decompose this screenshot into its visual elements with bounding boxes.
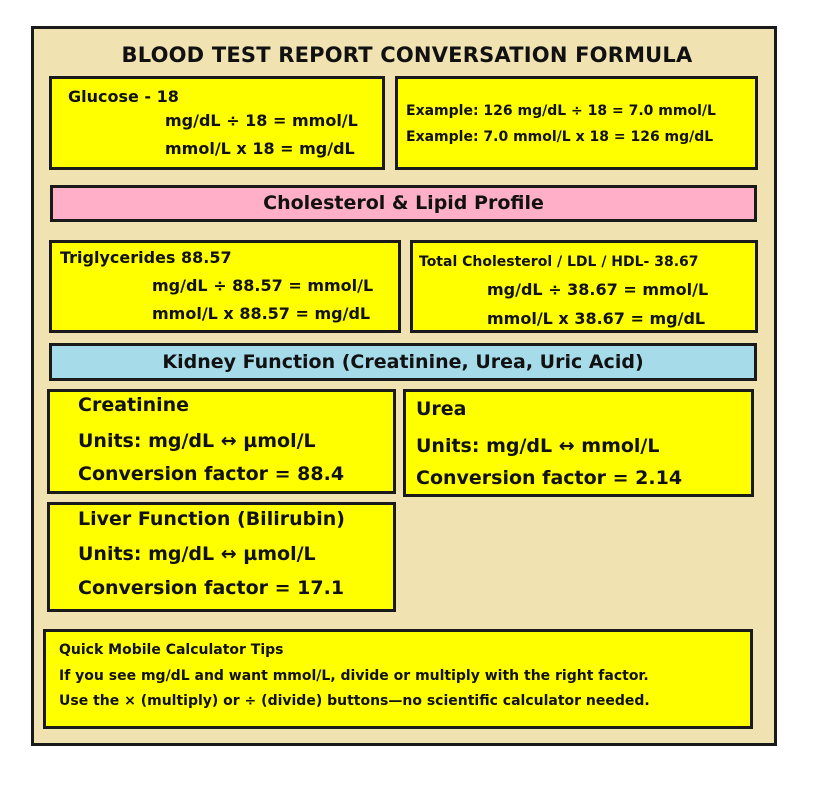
report-title: BLOOD TEST REPORT CONVERSATION FORMULA bbox=[121, 43, 693, 67]
liver-factor: Conversion factor = 17.1 bbox=[78, 577, 345, 599]
triglycerides-formula-2: mmol/L x 88.57 = mg/dL bbox=[152, 304, 371, 323]
urea-box bbox=[403, 389, 754, 497]
glucose-example-2: Example: 7.0 mmol/L x 18 = 126 mg/dL bbox=[406, 129, 714, 145]
tips-line-1: If you see mg/dL and want mmol/L, divide or multiply with the right factor. bbox=[59, 668, 649, 684]
glucose-formula-2: mmol/L x 18 = mg/dL bbox=[165, 139, 355, 158]
urea-factor: Conversion factor = 2.14 bbox=[416, 467, 683, 489]
creatinine-factor: Conversion factor = 88.4 bbox=[78, 463, 345, 485]
liver-heading: Liver Function (Bilirubin) bbox=[78, 508, 345, 530]
glucose-example-box bbox=[395, 76, 758, 170]
triglycerides-formula-1: mg/dL ÷ 88.57 = mmol/L bbox=[152, 276, 374, 295]
urea-heading: Urea bbox=[416, 398, 467, 420]
total-cholesterol-box bbox=[410, 240, 758, 333]
glucose-box bbox=[49, 76, 385, 170]
total-cholesterol-formula-1: mg/dL ÷ 38.67 = mmol/L bbox=[487, 280, 709, 299]
tips-line-2: Use the × (multiply) or ÷ (divide) buttons—no scientific calculator needed. bbox=[59, 693, 650, 709]
glucose-example-1: Example: 126 mg/dL ÷ 18 = 7.0 mmol/L bbox=[406, 103, 716, 119]
liver-box bbox=[47, 502, 396, 612]
glucose-formula-1: mg/dL ÷ 18 = mmol/L bbox=[165, 111, 358, 130]
calculator-tips-box bbox=[43, 629, 753, 729]
glucose-heading: Glucose - 18 bbox=[68, 87, 179, 106]
tips-heading: Quick Mobile Calculator Tips bbox=[59, 642, 284, 658]
creatinine-units: Units: mg/dL ↔ µmol/L bbox=[78, 430, 316, 452]
kidney-band: Kidney Function (Creatinine, Urea, Uric Acid) bbox=[49, 343, 757, 381]
total-cholesterol-formula-2: mmol/L x 38.67 = mg/dL bbox=[487, 309, 706, 328]
liver-units: Units: mg/dL ↔ µmol/L bbox=[78, 543, 316, 565]
creatinine-box bbox=[47, 389, 396, 494]
triglycerides-box bbox=[49, 240, 401, 333]
triglycerides-heading: Triglycerides 88.57 bbox=[60, 248, 232, 267]
report-card bbox=[31, 26, 777, 746]
urea-units: Units: mg/dL ↔ mmol/L bbox=[416, 435, 660, 457]
cholesterol-band: Cholesterol & Lipid Profile bbox=[50, 185, 757, 222]
creatinine-heading: Creatinine bbox=[78, 394, 190, 416]
total-cholesterol-heading: Total Cholesterol / LDL / HDL- 38.67 bbox=[419, 254, 699, 270]
